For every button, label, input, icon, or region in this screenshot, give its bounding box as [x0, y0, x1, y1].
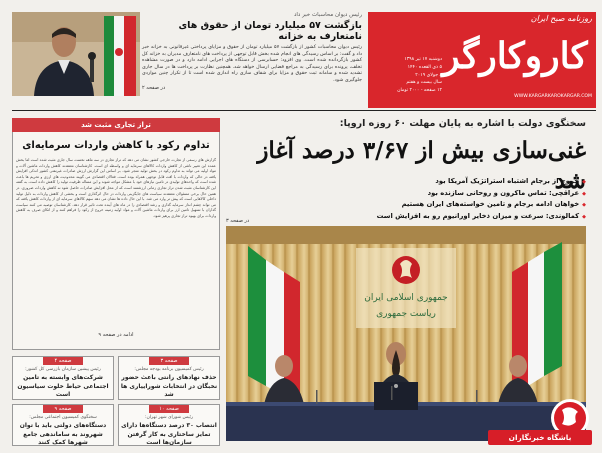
lead-bullet-list: [376, 176, 586, 222]
lead-bullet: ◆ عراقچی: تماس ماکرون و روحانی سازنده بود: [400, 188, 586, 200]
column-kicker: تراز تجاری مثبت شد: [12, 118, 220, 132]
logo-text: باشگاه خبرنگاران: [508, 433, 572, 442]
column-headline[interactable]: تداوم رکود با کاهش واردات سرمایه‌ای: [22, 140, 210, 151]
top-story-headline[interactable]: بازگشت ۵۷ میلیارد تومان از حقوق های نامتعارف به خزانه: [178, 20, 362, 42]
card-kicker: رئیس پیشین سازمان بازرسی کل کشور:: [25, 367, 101, 372]
news-card[interactable]: [12, 404, 114, 446]
card-page-tag: صفحه ۱۰: [149, 405, 189, 413]
lead-bullet: ◆ کمالوندی: سرعت و میزان ذخایر اورانیوم رو به افزایش است: [400, 211, 586, 223]
column-body: گزارش های رسمی از تجارت خارجی کشور نشان می دهد که تراز تجاری در سه ماهه نخست سال جاری مثبت شده است اما بخش عمده این تغییر ناشی از کاهش واردات کالاهای سرمایه ای و واسطه ای است. کارشناسان معتقدند کاهش واردات ماشین آلات و مواد اولیه می تواند به تداوم رکود در بخش تولید منجر شود. بر اساس این گزارش ارزش صادرات غیرنفتی کشور اندکی افزایش یافته در حالی که واردات با افت قابل توجهی همراه بوده است. فعالان اقتصادی می گویند محدودیت های ارزی و تحریم ها باعث شده است که واحدهای تولیدی در تامین نیازهای خود با مشکل مواجه شوند و این مساله ظرفیت تولید را کاهش داده است. به گفته این کارشناسان مثبت شدن تراز تجاری زمانی ارزشمند است که از محل افزایش صادرات حاصل شود نه کاهش واردات ضروری. در همین حال برخی مسئولان معتقدند سیاست های جایگزینی واردات در حال اثرگذاری است و بخشی از کاهش واردات به دلیل تولید داخلی کالاهایی است که پیش تر وارد می شد. با این حال داده ها نشان می دهد سهم کالاهای سرمایه ای از واردات کاهش یافته که می تواند چشم انداز سرمایه گذاری و رشد اقتصادی را در ماه های آینده تحت تاثیر قرار دهد. کارشناسان توصیه می کنند سیاست گذاران با تسهیل تامین ارز برای واردات ماشین آلات و مواد اولیه زمینه خروج از رکود را فراهم کنند و از اتکای صرف به کاهش واردات برای بهبود تراز تجاری پرهیز شود.: [16, 158, 216, 218]
lead-bullet: ◆ خروج از برجام اشتباه استراتژیک آمریکا بود: [400, 176, 586, 188]
backdrop-text-line2: ریاست جمهوری: [376, 309, 436, 319]
card-headline: شرکت‌های وابسته به تامین اجتماعی حیاط خلوت سیاسیون است: [17, 374, 109, 398]
date-line: ۱۲ صفحه - ۲۰۰۰ تومان: [397, 88, 442, 94]
card-headline: دستگاه‌های دولتی باید با توان شهروند به ساماندهی جامع شهرها کمک کنند: [19, 422, 107, 446]
date-line: ۸ جولای ۲۰۱۹: [415, 72, 442, 78]
card-headline: انتصاب ۳۰ درصد دستگاه‌ها دارای تمایز ساختاری به کار گرفتن سازمان‌ها است: [121, 422, 217, 446]
card-kicker: رئیس کمیسیون برنامه بودجه مجلس:: [134, 367, 204, 372]
card-page-tag: صفحه ۹: [43, 405, 83, 413]
masthead-website: WWW.KARGARKAROKARGAR.COM: [514, 94, 592, 99]
lead-bullet: ◆ خواهان ادامه برجام و تامین خواسته‌های ایران هستیم: [400, 199, 586, 211]
masthead-title: کاروکارگر: [442, 35, 588, 77]
top-story-kicker: رئیس دیوان محاسبات خبر داد: [293, 12, 362, 18]
lead-page-ref[interactable]: در صفحه ۳: [226, 218, 250, 224]
card-kicker: رئیس شورای شهر تهران:: [144, 415, 194, 420]
card-headline: حذف نهادهای رانتی باعث حضور نخبگان در انتخابات شوراییاری ها شد: [120, 374, 218, 398]
date-line: دوشنبه ۱۷ تیر ۱۳۹۸: [404, 57, 442, 62]
masthead-tagline: روزنامه صبح ایران: [530, 14, 592, 23]
news-card[interactable]: [12, 356, 114, 400]
card-page-tag: صفحه ۴: [43, 357, 83, 365]
column-page-ref[interactable]: ادامه در صفحه ۹: [98, 332, 134, 338]
date-line: سال بیست و هفتم: [406, 80, 442, 86]
masthead-date-block: [374, 56, 442, 95]
date-line: ۵ ذی القعده ۱۴۴۰: [407, 64, 442, 70]
lead-headline[interactable]: غنی‌سازی بیش از ۳/۶۷ درصد آغاز شد: [257, 137, 586, 194]
card-page-tag: صفحه ۳: [149, 357, 189, 365]
top-story-page-ref[interactable]: در صفحه ۲: [142, 85, 166, 91]
top-story-body: رئیس دیوان محاسبات کشور از بازگشت ۵۷ میلیارد تومان از حقوق و مزایای پرداختی غیرقانونی به خزانه خبر داد و گفت: بر اساس رسیدگی های انجام شده بخش قابل توجهی از پرداخت های نامتعارف مدیران به خزانه کل کشور بازگردانده شده است. وی افزود: حسابرسی از دستگاه های اجرایی ادامه دارد و در صورت مشاهده تخلف، پرونده برای رسیدگی به مراجع قضایی ارسال خواهد شد. همچنین نظارت بر پرداخت ها در سال جاری تشدید شده و سامانه ثبت حقوق و مزایا برای شفاف سازی راه اندازی شده است تا از تکرار چنین مواردی جلوگیری شود.: [142, 45, 362, 83]
top-story-photo: [12, 12, 140, 96]
section-divider: [12, 110, 596, 111]
top-story: [142, 12, 362, 104]
lead-kicker: سخنگوی دولت با اشاره به پایان مهلت ۶۰ روزه اروپا:: [339, 118, 586, 129]
official-portrait-illustration: [12, 12, 140, 96]
card-kicker: سخنگوی کمیسیون اجتماعی مجلس:: [29, 415, 97, 420]
backdrop-text-line1: جمهوری اسلامی ایران: [364, 293, 448, 303]
news-card[interactable]: [118, 356, 220, 400]
news-card[interactable]: [118, 404, 220, 446]
